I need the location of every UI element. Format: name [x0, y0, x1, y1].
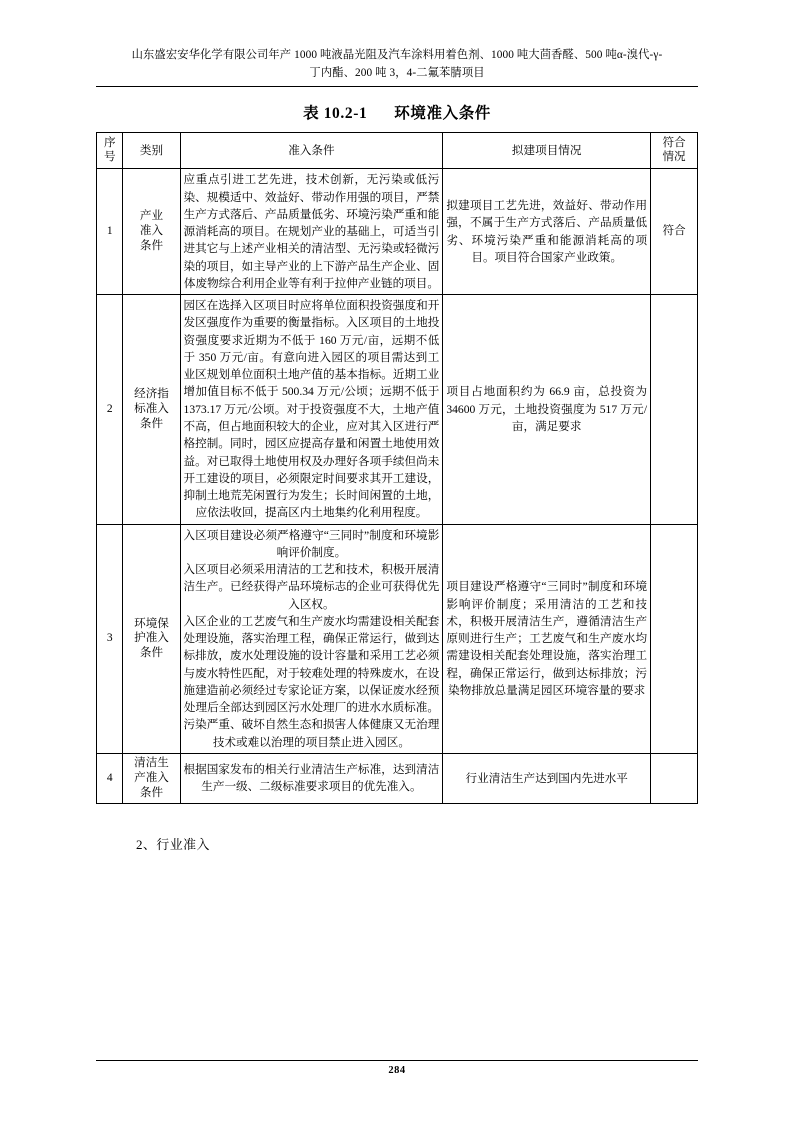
row-condition — [180, 295, 443, 524]
table-title-label: 表 — [303, 104, 320, 122]
row-compliance: 符合 — [651, 169, 698, 295]
row-category — [123, 295, 180, 524]
row-category-line: 条件 — [139, 416, 164, 430]
environmental-access-conditions-table — [96, 132, 698, 804]
row-category-line: 条件 — [139, 646, 164, 660]
row-category-line: 产准入 — [134, 770, 169, 784]
project-paragraph: 行业清洁生产达到国内先进水平 — [465, 771, 628, 785]
condition-paragraph: 污染严重、破坏自然生态和损害人体健康又无治理技术或难以治理的项目禁止进入园区。 — [183, 718, 440, 749]
footer-divider — [96, 1060, 698, 1061]
column-header-no-line1: 序 — [103, 135, 116, 149]
section-heading-industry-access: 2、行业准入 — [136, 836, 210, 852]
table-row — [97, 169, 698, 295]
column-header-compliance-line2: 情况 — [662, 150, 686, 164]
table-header-row — [97, 132, 698, 169]
project-paragraph: 拟建项目工艺先进，效益好、带动作用强，不属于生产方式落后、产品质量低劣、环境污染严重和能源消耗高的项目。项目符合国家产业政策。 — [446, 199, 648, 264]
row-condition — [180, 169, 443, 295]
row-number: 3 — [97, 524, 123, 753]
table-row — [97, 524, 698, 753]
row-number: 4 — [97, 754, 123, 803]
row-category — [123, 754, 180, 803]
column-header-project: 拟建项目情况 — [443, 132, 651, 169]
table-title-number: 10.2-1 — [323, 104, 368, 122]
condition-paragraph: 入区项目建设必须严格遵守“三同时”制度和环境影响评价制度。 — [183, 528, 440, 559]
row-compliance — [651, 295, 698, 524]
column-header-compliance-line1: 符合 — [662, 135, 686, 149]
page-number: 284 — [388, 1065, 406, 1076]
row-category-line: 环境保 — [134, 616, 169, 630]
condition-paragraph: 应重点引进工艺先进，技术创新，无污染或低污染、规模适中、效益好、带动作用强的项目，严禁生产方式落后、产品质量低劣、环境污染严重和能源消耗高的项目。在规划产业的基础上，可适当引进其它与上述产业相关的清洁型、无污染或轻微污染的项目，如主导产业的上下游产品生产企业、固体废物综合利用企业等有利于拉伸产业链的项目。 — [183, 173, 440, 290]
project-paragraph: 项目占地面积约为 66.9 亩，总投资为 34600 万元，土地投资强度为 517 万元/亩，满足要求 — [446, 385, 648, 433]
row-compliance — [651, 524, 698, 753]
condition-paragraph: 根据国家发布的相关行业清洁生产标准，达到清洁生产一级、二级标准要求项目的优先准入。 — [183, 762, 440, 794]
column-header-compliance — [651, 132, 698, 169]
row-condition — [180, 524, 443, 753]
row-category-line: 清洁生 — [134, 756, 169, 770]
row-project — [443, 295, 651, 524]
row-category — [123, 169, 180, 295]
row-condition — [180, 754, 443, 803]
row-project — [443, 524, 651, 753]
table-title-name: 环境准入条件 — [394, 104, 491, 122]
row-category-line: 护准入 — [134, 631, 169, 645]
row-compliance — [651, 754, 698, 803]
page-footer — [96, 1060, 698, 1076]
row-category — [123, 524, 180, 753]
row-category-line: 标准入 — [134, 401, 169, 415]
table-row — [97, 754, 698, 803]
header-divider — [96, 86, 698, 87]
row-project — [443, 169, 651, 295]
row-category-line: 产业 — [139, 209, 164, 223]
row-project — [443, 754, 651, 803]
row-category-line: 条件 — [139, 239, 164, 253]
condition-paragraph: 入区项目必须采用清洁的工艺和技术，积极开展清洁生产。已经获得产品环境标志的企业可获得优先入区权。 — [183, 563, 440, 611]
row-category-line: 经济指 — [134, 387, 169, 401]
column-header-no — [97, 132, 123, 169]
column-header-no-line2: 号 — [103, 150, 116, 164]
table-row — [97, 295, 698, 524]
running-header — [96, 46, 698, 83]
condition-paragraph: 园区在选择入区项目时应将单位面积投资强度和开发区强度作为重要的衡量指标。入区项目的土地投资强度要求近期为不低于 160 万元/亩，远期不低于 350 万元/亩。有意向进入园区的项目需达到工业区规划单位面积土地产值的基本指标。近期工业增加值目标不低于 500.34 万元/公顷；远期不低于 1373.17 万元/公顷。对于投资强度不大，土地产值不高，但占地面积较大的企业，应对其入区进行严格控制。同时，园区应提高存量和闲置土地使用效益。对已取得土地使用权及办理好各项手续但尚未开工建设的项目，必须限定时间要求其开工建设，抑制土地荒芜闲置行为发生；长时间闲置的土地，应依法收回，提高区内土地集约化利用程度。 — [183, 299, 440, 520]
table-header — [97, 132, 698, 169]
column-header-condition: 准入条件 — [180, 132, 443, 169]
row-number: 1 — [97, 169, 123, 295]
column-header-category: 类别 — [123, 132, 180, 169]
running-header-line-2: 丁内酯、200 吨 3，4-二氟苯腈项目 — [309, 67, 485, 80]
row-category-line: 准入 — [139, 224, 164, 238]
project-paragraph: 项目建设严格遵守“三同时”制度和环境影响评价制度；采用清洁的工艺和技术，积极开展清洁生产，遵循清洁生产原则进行生产；工艺废气和生产废水均需建设相关配套处理设施，落实治理工程，确保正常运行，做到达标排放；污染物排放总量满足园区环境容量的要求 — [446, 580, 648, 697]
condition-paragraph: 入区企业的工艺废气和生产废水均需建设相关配套处理设施，落实治理工程，确保正常运行，做到达标排放，废水处理设施的设计容量和采用工艺必须与废水特性匹配，对于较难处理的特殊废水，在设施建造前必须经过专家论证方案，以保证废水经预处理后全部达到园区污水处理厂的进水水质标准。 — [183, 614, 440, 715]
running-header-line-1: 山东盛宏安华化学有限公司年产 1000 吨液晶光阻及汽车涂料用着色剂、1000 吨大茴香醛、500 吨α-溴代-γ- — [131, 49, 663, 61]
row-number: 2 — [97, 295, 123, 524]
row-category-line: 条件 — [139, 785, 164, 799]
table-title — [96, 101, 698, 123]
table-body — [97, 169, 698, 803]
